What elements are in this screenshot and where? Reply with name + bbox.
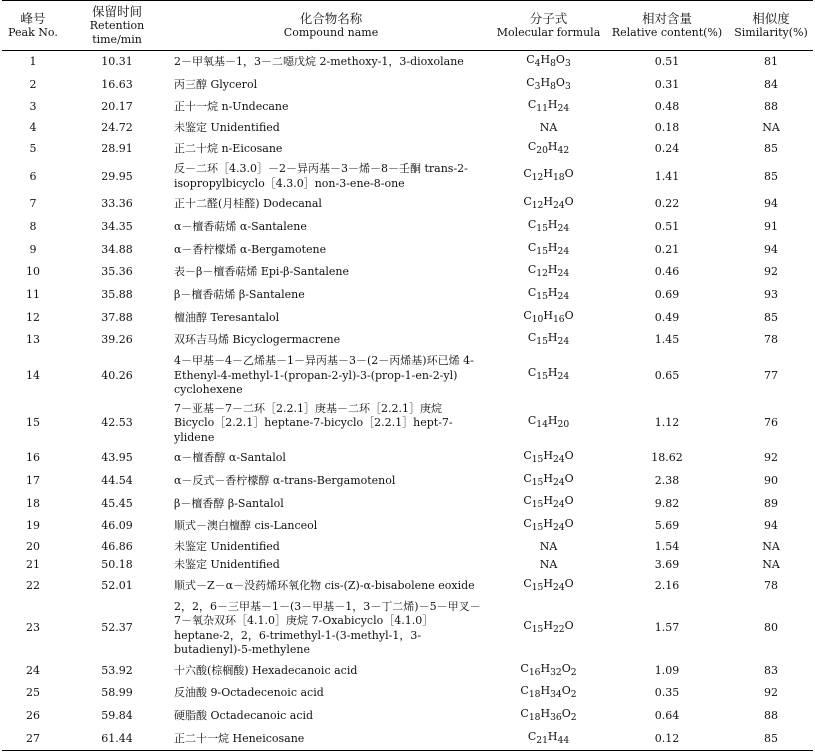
similarity-cell: 92 xyxy=(764,265,778,279)
compound-name-cell: 正十一烷 n-Undecane xyxy=(174,100,289,114)
header-relative-content xyxy=(605,1,729,51)
peak-number-cell: 12 xyxy=(26,310,40,324)
similarity-cell: NA xyxy=(762,558,780,572)
molecular-formula-cell: $C_{12}H_{18}O$ xyxy=(523,167,574,184)
header-peak xyxy=(2,1,64,51)
molecular-formula-cell: $C_3H_8O_3$ xyxy=(526,75,571,92)
relative-content-cell: 0.21 xyxy=(654,242,680,256)
header-row xyxy=(2,1,813,51)
compound-name-cell: α－香柠檬烯 α-Bergamotene xyxy=(174,242,327,256)
retention-time-cell: 35.88 xyxy=(101,288,133,302)
molecular-formula-cell: $C_{18}H_{36}O_2$ xyxy=(520,706,577,724)
similarity-cell: 93 xyxy=(764,288,778,302)
header-peak-zh: 峰号 xyxy=(20,11,46,26)
peak-number-cell: 26 xyxy=(26,708,40,722)
compound-name-cell: 4－甲基－4－乙烯基－1－异丙基－3－(2－丙烯基)环已烯 4-Ethenyl-4-methyl-1-(propan-2-yl)-3-(prop-1-en-2-yl) cyclohexene xyxy=(174,354,474,397)
table-row xyxy=(2,598,813,660)
compound-name-cell: α－檀香醇 α-Santalol xyxy=(174,451,286,465)
table-row xyxy=(2,728,813,751)
compound-name-cell: 正十二醛(月桂醛) Dodecanal xyxy=(174,197,322,211)
retention-time-cell: 20.17 xyxy=(101,100,133,114)
relative-content-cell: 0.35 xyxy=(654,686,680,700)
compound-table xyxy=(2,0,813,751)
retention-time-cell: 61.44 xyxy=(64,728,170,751)
similarity-cell: NA xyxy=(762,539,780,553)
molecular-formula-cell: $C_{15}H_{24}$ xyxy=(527,217,570,235)
header-compound-name xyxy=(170,1,492,51)
compound-name-cell: 硬脂酸 Octadecanoic acid xyxy=(174,708,314,722)
relative-content-cell: 1.09 xyxy=(654,663,680,677)
compound-name-cell: 未鉴定 Unidentified xyxy=(174,539,280,553)
peak-number-cell: 25 xyxy=(26,686,40,700)
table-row xyxy=(2,193,813,216)
table-row xyxy=(2,470,813,493)
molecular-formula-cell: $C_{12}H_{24}$ xyxy=(527,263,570,280)
molecular-formula-cell: $C_{18}H_{34}O_2$ xyxy=(520,684,577,701)
header-content-zh: 相对含量 xyxy=(641,11,692,26)
peak-number-cell: 8 xyxy=(29,220,37,234)
relative-content-cell: 2.16 xyxy=(654,578,680,592)
compound-name-cell: β－檀香萜烯 β-Santalene xyxy=(174,288,305,302)
peak-number-cell: 9 xyxy=(29,242,37,256)
compound-name-cell: 正二十烷 n-Eicosane xyxy=(174,141,283,155)
table-row xyxy=(2,660,813,683)
relative-content-cell: 5.69 xyxy=(654,519,680,533)
similarity-cell: 85 xyxy=(729,728,813,751)
similarity-cell: 92 xyxy=(764,686,778,700)
compound-name-cell: 反－二环［4.3.0］－2－异丙基－3－烯－8－壬酮 trans-2-isopropylbicyclo［4.3.0］non-3-ene-8-one xyxy=(174,162,468,190)
relative-content-cell: 0.65 xyxy=(654,368,680,382)
molecular-formula-cell: $C_{15}H_{24}O$ xyxy=(523,576,574,593)
header-similarity xyxy=(729,1,813,51)
relative-content-cell: 3.69 xyxy=(654,558,680,572)
molecular-formula-cell: $C_{15}H_{24}O$ xyxy=(523,494,574,511)
retention-time-cell: 34.35 xyxy=(101,220,133,234)
retention-time-cell: 35.36 xyxy=(101,265,133,279)
similarity-cell: 94 xyxy=(764,519,778,533)
compound-name-cell: 未鉴定 Unidentified xyxy=(174,558,280,572)
relative-content-cell: 0.46 xyxy=(654,265,680,279)
header-sim-en: Similarity(%) xyxy=(734,26,808,39)
header-rt-en: Retention time/min xyxy=(89,19,145,46)
relative-content-cell: 0.49 xyxy=(654,310,680,324)
retention-time-cell: 46.86 xyxy=(101,539,133,553)
compound-name-cell: 2，2，6－三甲基－1－(3－甲基－1，3－丁二烯)－5－甲叉－7－氧杂双环［4.1.0］庚烷 7-Oxabicyclo［4.1.0］heptane-2，2，6-trimethyl-1-(3-methyl-1，3-butadienyl)-5-methylene xyxy=(174,599,481,656)
peak-number-cell: 24 xyxy=(26,663,40,677)
similarity-cell: NA xyxy=(762,121,780,135)
similarity-cell: 85 xyxy=(764,169,778,183)
peak-number-cell: 17 xyxy=(26,473,40,487)
compound-name-cell: 丙三醇 Glycerol xyxy=(174,77,258,91)
header-formula-en: Molecular formula xyxy=(496,26,601,39)
peak-number-cell: 6 xyxy=(29,169,37,183)
peak-number-cell: 16 xyxy=(26,451,40,465)
relative-content-cell: 18.62 xyxy=(651,451,683,465)
peak-number-cell: 2 xyxy=(29,77,37,91)
table-row xyxy=(2,138,813,161)
relative-content-cell: 0.22 xyxy=(654,197,680,211)
relative-content-cell: 1.41 xyxy=(654,169,680,183)
table-row xyxy=(2,284,813,307)
relative-content-cell: 0.48 xyxy=(654,100,680,114)
table-row xyxy=(2,515,813,538)
molecular-formula-cell: NA xyxy=(539,121,558,135)
similarity-cell: 77 xyxy=(764,368,778,382)
relative-content-cell: 0.18 xyxy=(654,121,680,135)
retention-time-cell: 58.99 xyxy=(101,686,133,700)
similarity-cell: 94 xyxy=(764,197,778,211)
molecular-formula-cell: $C_{14}H_{20}$ xyxy=(527,413,570,431)
compound-name-cell: 反油酸 9-Octadecenoic acid xyxy=(174,686,324,700)
molecular-formula-cell: $C_{11}H_{24}$ xyxy=(527,98,570,115)
table-row xyxy=(2,682,813,705)
peak-number-cell: 14 xyxy=(26,368,40,382)
molecular-formula-cell: $C_{16}H_{32}O_2$ xyxy=(520,661,577,678)
peak-number-cell: 15 xyxy=(26,416,40,430)
table-row xyxy=(2,74,813,97)
similarity-cell: 94 xyxy=(764,242,778,256)
header-retention-time xyxy=(64,1,170,51)
molecular-formula-cell: $C_{15}H_{24}O$ xyxy=(523,517,574,534)
compound-name-cell: 檀油醇 Teresantalol xyxy=(174,310,280,324)
peak-number-cell: 13 xyxy=(26,333,40,347)
retention-time-cell: 44.54 xyxy=(101,473,133,487)
compound-name-cell: 十六酸(棕榈酸) Hexadecanoic acid xyxy=(174,663,358,677)
relative-content-cell: 0.24 xyxy=(654,141,680,155)
compound-name-cell: 表－β－檀香萜烯 Epi-β-Santalene xyxy=(174,265,350,279)
header-peak-en: Peak No. xyxy=(8,26,58,39)
header-sim-zh: 相似度 xyxy=(752,11,790,26)
retention-time-cell: 16.63 xyxy=(101,77,133,91)
molecular-formula-cell: $C_{21}H_{44}$ xyxy=(492,728,605,751)
relative-content-cell: 0.64 xyxy=(654,708,680,722)
peak-number-cell: 27 xyxy=(2,728,64,751)
similarity-cell: 78 xyxy=(764,578,778,592)
retention-time-cell: 53.92 xyxy=(101,663,133,677)
compound-name-cell: 7－亚基－7－二环［2.2.1］庚基－二环［2.2.1］庚烷 Bicyclo［2.2.1］heptane-7-bicyclo［2.2.1］hept-7-ylidene xyxy=(174,401,453,444)
compound-name-cell: β－檀香醇 β-Santalol xyxy=(174,496,284,510)
molecular-formula-cell: $C_{10}H_{16}O$ xyxy=(523,308,574,325)
peak-number-cell: 7 xyxy=(29,197,37,211)
molecular-formula-cell: $C_{15}H_{24}$ xyxy=(527,366,570,383)
peak-number-cell: 22 xyxy=(26,578,40,592)
retention-time-cell: 46.09 xyxy=(101,519,133,533)
molecular-formula-cell: $C_{15}H_{24}$ xyxy=(527,240,570,257)
relative-content-cell: 0.31 xyxy=(654,77,680,91)
header-name-zh: 化合物名称 xyxy=(299,11,363,26)
similarity-cell: 78 xyxy=(764,333,778,347)
relative-content-cell: 1.45 xyxy=(654,333,680,347)
compound-name-cell: 正二十一烷 Heneicosane xyxy=(170,728,492,751)
header-formula-zh: 分子式 xyxy=(529,11,568,26)
similarity-cell: 89 xyxy=(764,496,778,510)
compound-name-cell: α－檀香萜烯 α-Santalene xyxy=(174,220,307,234)
molecular-formula-cell: $C_{15}H_{22}O$ xyxy=(523,619,574,636)
retention-time-cell: 45.45 xyxy=(101,496,133,510)
table-row xyxy=(2,119,813,138)
similarity-cell: 92 xyxy=(764,451,778,465)
molecular-formula-cell: $C_{15}H_{24}O$ xyxy=(523,449,574,466)
table-row xyxy=(2,51,813,74)
table-row xyxy=(2,705,813,728)
retention-time-cell: 10.31 xyxy=(101,55,133,69)
table-row xyxy=(2,261,813,284)
similarity-cell: 88 xyxy=(764,100,778,114)
peak-number-cell: 1 xyxy=(29,55,37,69)
table-body xyxy=(2,51,813,751)
retention-time-cell: 37.88 xyxy=(101,310,133,324)
similarity-cell: 91 xyxy=(764,220,778,234)
table-row xyxy=(2,307,813,330)
retention-time-cell: 59.84 xyxy=(101,708,133,722)
relative-content-cell: 0.12 xyxy=(605,728,729,751)
similarity-cell: 80 xyxy=(764,621,778,635)
peak-number-cell: 10 xyxy=(26,265,40,279)
table-row xyxy=(2,216,813,239)
table-row xyxy=(2,400,813,448)
compound-name-cell: 2－甲氧基－1，3－二噁戊烷 2-methoxy-1，3-dioxolane xyxy=(174,55,464,69)
relative-content-cell: 2.38 xyxy=(654,473,680,487)
peak-number-cell: 20 xyxy=(26,539,40,553)
retention-time-cell: 28.91 xyxy=(101,141,133,155)
relative-content-cell: 0.69 xyxy=(654,288,680,302)
retention-time-cell: 24.72 xyxy=(101,121,133,135)
table-row xyxy=(2,447,813,470)
header-content-en: Relative content(%) xyxy=(611,26,723,39)
molecular-formula-cell: $C_{15}H_{24}$ xyxy=(527,331,570,348)
similarity-cell: 88 xyxy=(764,708,778,722)
retention-time-cell: 33.36 xyxy=(101,197,133,211)
retention-time-cell: 43.95 xyxy=(101,451,133,465)
peak-number-cell: 18 xyxy=(26,496,40,510)
peak-number-cell: 21 xyxy=(26,558,40,572)
similarity-cell: 83 xyxy=(764,663,778,677)
table-header xyxy=(2,1,813,51)
table-row xyxy=(2,352,813,400)
peak-number-cell: 3 xyxy=(29,100,37,114)
peak-number-cell: 11 xyxy=(26,288,40,302)
similarity-cell: 76 xyxy=(764,416,778,430)
relative-content-cell: 9.82 xyxy=(654,496,680,510)
similarity-cell: 85 xyxy=(764,310,778,324)
similarity-cell: 81 xyxy=(764,55,778,69)
molecular-formula-cell: $C_{20}H_{42}$ xyxy=(527,139,570,156)
peak-number-cell: 19 xyxy=(26,519,40,533)
relative-content-cell: 1.57 xyxy=(654,621,680,635)
relative-content-cell: 0.51 xyxy=(654,220,680,234)
table-row xyxy=(2,239,813,262)
retention-time-cell: 50.18 xyxy=(101,558,133,572)
molecular-formula-cell: NA xyxy=(539,539,558,553)
peak-number-cell: 5 xyxy=(29,141,37,155)
retention-time-cell: 52.01 xyxy=(101,578,133,592)
molecular-formula-cell: $C_{15}H_{24}$ xyxy=(527,286,570,303)
peak-number-cell: 23 xyxy=(26,621,40,635)
relative-content-cell: 1.54 xyxy=(654,539,680,553)
relative-content-cell: 0.51 xyxy=(654,55,680,69)
retention-time-cell: 40.26 xyxy=(101,368,133,382)
table-row xyxy=(2,575,813,598)
table-row xyxy=(2,556,813,575)
compound-name-cell: α－反式－香柠檬醇 α-trans-Bergamotenol xyxy=(174,473,396,487)
retention-time-cell: 29.95 xyxy=(101,169,133,183)
table-row xyxy=(2,96,813,119)
retention-time-cell: 52.37 xyxy=(101,621,133,635)
molecular-formula-cell: $C_{12}H_{24}O$ xyxy=(523,195,574,212)
molecular-formula-cell: NA xyxy=(539,558,558,572)
header-name-en: Compound name xyxy=(283,26,379,39)
compound-name-cell: 顺式－Z－α－没药烯环氧化物 cis-(Z)-α-bisabolene eoxide xyxy=(174,578,475,592)
retention-time-cell: 39.26 xyxy=(101,333,133,347)
peak-number-cell: 4 xyxy=(29,121,37,135)
similarity-cell: 84 xyxy=(764,77,778,91)
similarity-cell: 90 xyxy=(764,473,778,487)
molecular-formula-cell: $C_4H_8O_3$ xyxy=(526,53,571,70)
similarity-cell: 85 xyxy=(764,141,778,155)
table-row xyxy=(2,160,813,193)
retention-time-cell: 42.53 xyxy=(101,416,133,430)
header-formula xyxy=(492,1,605,51)
table-row xyxy=(2,492,813,515)
compound-name-cell: 双环吉马烯 Bicyclogermacrene xyxy=(174,333,341,347)
retention-time-cell: 34.88 xyxy=(101,242,133,256)
header-rt-zh: 保留时间 xyxy=(91,4,142,19)
relative-content-cell: 1.12 xyxy=(654,416,680,430)
compound-name-cell: 未鉴定 Unidentified xyxy=(174,121,280,135)
compound-name-cell: 顺式－澳白檀醇 cis-Lanceol xyxy=(174,519,318,533)
table-row xyxy=(2,538,813,557)
table-row xyxy=(2,329,813,352)
molecular-formula-cell: $C_{15}H_{24}O$ xyxy=(523,471,574,488)
